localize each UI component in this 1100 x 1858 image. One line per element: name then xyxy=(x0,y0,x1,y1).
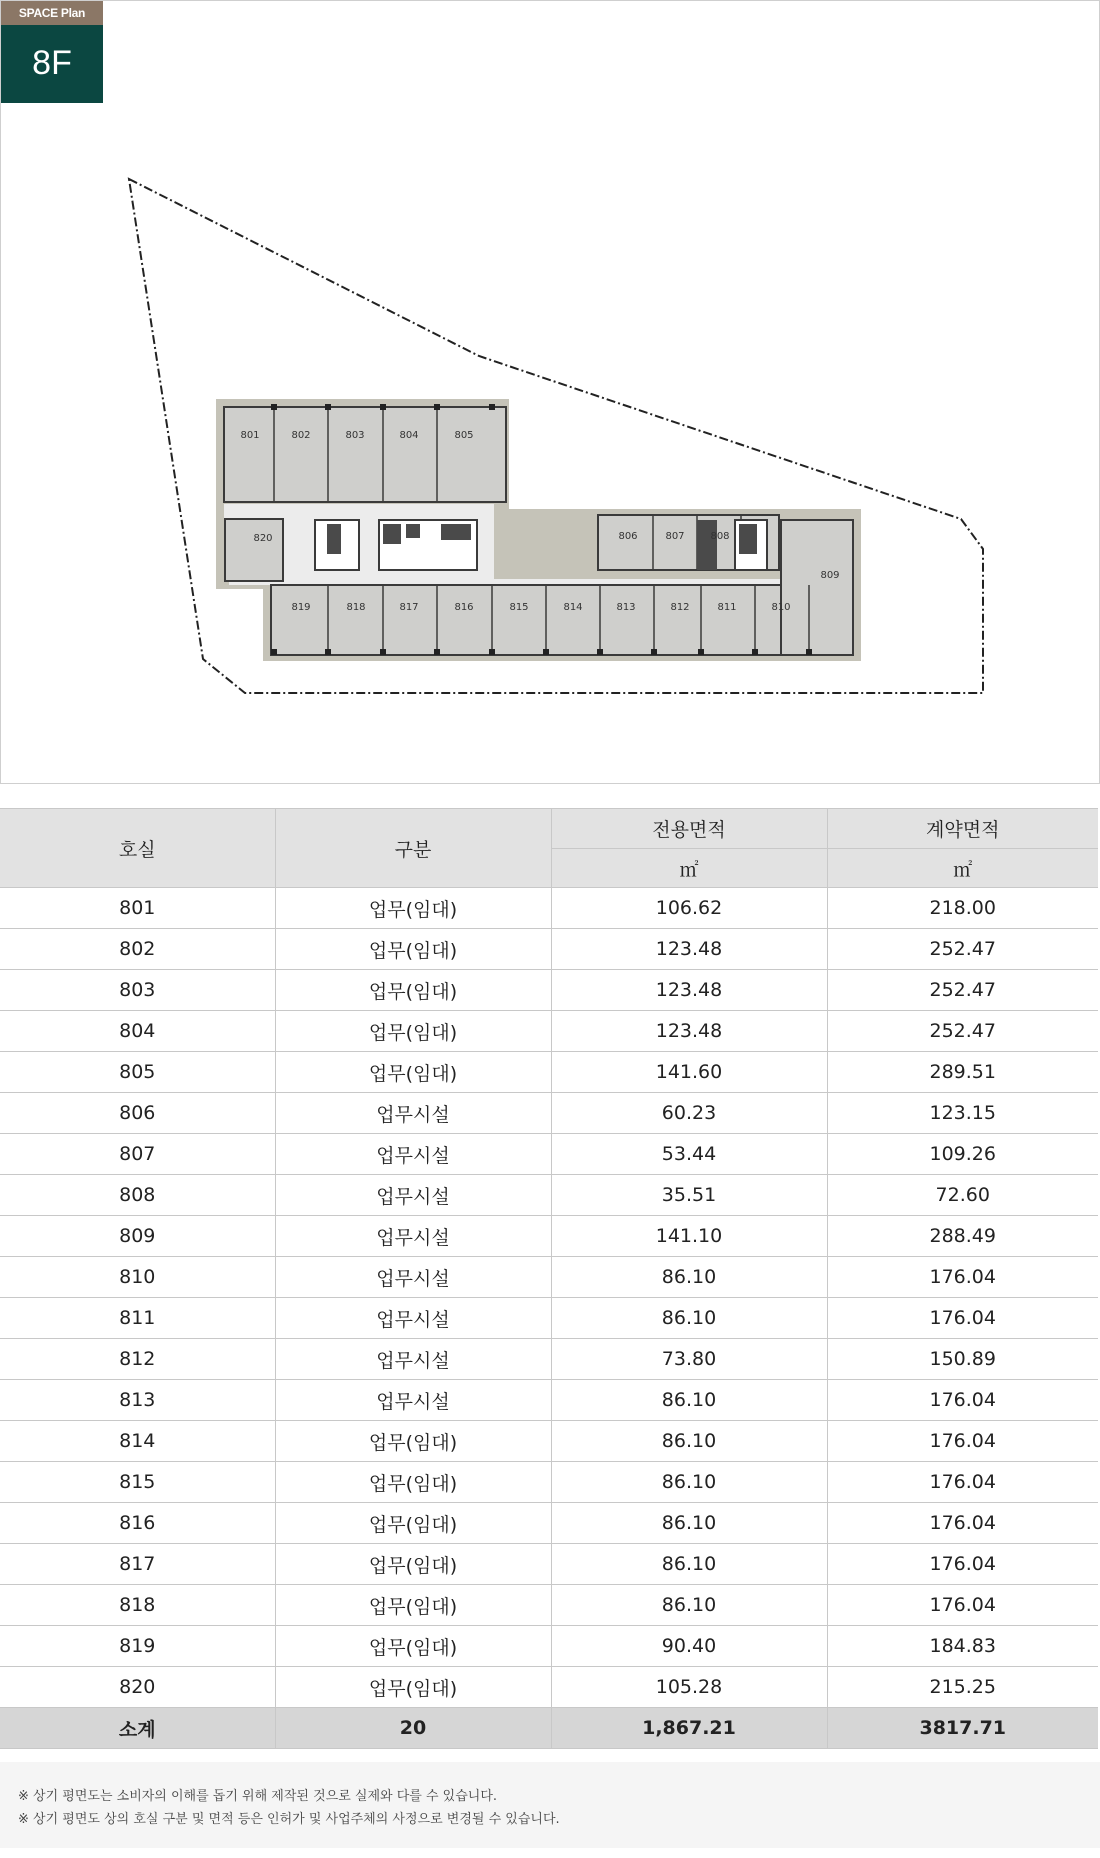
cell-exclusive: 60.23 xyxy=(551,1093,827,1134)
cell-type: 업무시설 xyxy=(275,1134,551,1175)
subtotal-row xyxy=(0,1708,1098,1749)
cell-room: 818 xyxy=(0,1585,275,1626)
table-row xyxy=(0,888,1098,929)
unit-label: 813 xyxy=(616,602,636,613)
cell-contract: 109.26 xyxy=(827,1134,1098,1175)
cell-contract: 252.47 xyxy=(827,929,1098,970)
table-row xyxy=(0,1175,1098,1216)
cell-exclusive: 86.10 xyxy=(551,1544,827,1585)
table-row xyxy=(0,1339,1098,1380)
unit-label: 815 xyxy=(509,602,529,613)
cell-room: 819 xyxy=(0,1626,275,1667)
unit-label: 816 xyxy=(454,602,474,613)
cell-contract: 176.04 xyxy=(827,1257,1098,1298)
cell-exclusive: 123.48 xyxy=(551,970,827,1011)
cell-type: 업무시설 xyxy=(275,1298,551,1339)
cell-exclusive: 90.40 xyxy=(551,1626,827,1667)
cell-exclusive: 141.10 xyxy=(551,1216,827,1257)
table-row xyxy=(0,1011,1098,1052)
cell-type: 업무(임대) xyxy=(275,1011,551,1052)
disclaimer-notes xyxy=(0,1762,1100,1848)
table-body xyxy=(0,888,1098,1708)
cell-exclusive: 86.10 xyxy=(551,1585,827,1626)
unit-label: 803 xyxy=(345,430,365,441)
cell-exclusive: 73.80 xyxy=(551,1339,827,1380)
cell-type: 업무(임대) xyxy=(275,1585,551,1626)
cell-contract: 176.04 xyxy=(827,1298,1098,1339)
unit-label: 818 xyxy=(346,602,366,613)
floor-label: 8F xyxy=(1,25,103,103)
cell-contract: 215.25 xyxy=(827,1667,1098,1708)
cell-contract: 252.47 xyxy=(827,970,1098,1011)
cell-room: 806 xyxy=(0,1093,275,1134)
floor-plan-panel xyxy=(0,0,1100,784)
table-row xyxy=(0,1134,1098,1175)
cell-room: 814 xyxy=(0,1421,275,1462)
unit-label: 802 xyxy=(291,430,311,441)
cell-type: 업무(임대) xyxy=(275,1667,551,1708)
cell-type: 업무(임대) xyxy=(275,1052,551,1093)
cell-contract: 288.49 xyxy=(827,1216,1098,1257)
unit-label: 804 xyxy=(399,430,419,441)
cell-contract: 218.00 xyxy=(827,888,1098,929)
cell-room: 808 xyxy=(0,1175,275,1216)
header-type: 구분 xyxy=(275,809,551,888)
table-row xyxy=(0,1544,1098,1585)
cell-type: 업무시설 xyxy=(275,1339,551,1380)
cell-contract: 176.04 xyxy=(827,1503,1098,1544)
cell-exclusive: 86.10 xyxy=(551,1298,827,1339)
cell-exclusive: 86.10 xyxy=(551,1257,827,1298)
area-table xyxy=(0,808,1098,1749)
header-contract-area: 계약면적 xyxy=(827,809,1098,849)
cell-type: 업무시설 xyxy=(275,1380,551,1421)
cell-room: 802 xyxy=(0,929,275,970)
table-row xyxy=(0,1298,1098,1339)
cell-room: 810 xyxy=(0,1257,275,1298)
cell-type: 업무(임대) xyxy=(275,970,551,1011)
unit-label: 810 xyxy=(771,602,791,613)
table-row xyxy=(0,1052,1098,1093)
cell-type: 업무시설 xyxy=(275,1216,551,1257)
table-row xyxy=(0,1093,1098,1134)
cell-exclusive: 86.10 xyxy=(551,1380,827,1421)
unit-label: 809 xyxy=(820,570,840,581)
floor-badge xyxy=(1,1,103,103)
cell-contract: 184.83 xyxy=(827,1626,1098,1667)
cell-exclusive: 123.48 xyxy=(551,929,827,970)
cell-room: 815 xyxy=(0,1462,275,1503)
cell-room: 809 xyxy=(0,1216,275,1257)
cell-exclusive: 86.10 xyxy=(551,1462,827,1503)
unit-label: 808 xyxy=(710,531,730,542)
note-1: ※ 상기 평면도는 소비자의 이해를 돕기 위해 제작된 것으로 실제와 다를 수 있습니다. xyxy=(18,1789,498,1804)
table-row xyxy=(0,1462,1098,1503)
cell-type: 업무(임대) xyxy=(275,1503,551,1544)
cell-room: 801 xyxy=(0,888,275,929)
cell-exclusive: 86.10 xyxy=(551,1503,827,1544)
cell-type: 업무(임대) xyxy=(275,1626,551,1667)
cell-room: 803 xyxy=(0,970,275,1011)
unit-label: 814 xyxy=(563,602,583,613)
subtotal-exclusive: 1,867.21 xyxy=(551,1708,827,1749)
cell-exclusive: 35.51 xyxy=(551,1175,827,1216)
cell-room: 817 xyxy=(0,1544,275,1585)
cell-contract: 176.04 xyxy=(827,1462,1098,1503)
table-row xyxy=(0,929,1098,970)
unit-label: 807 xyxy=(665,531,685,542)
cell-room: 804 xyxy=(0,1011,275,1052)
cell-room: 811 xyxy=(0,1298,275,1339)
header-exclusive-area: 전용면적 xyxy=(551,809,827,849)
cell-exclusive: 86.10 xyxy=(551,1421,827,1462)
subtotal-contract: 3817.71 xyxy=(827,1708,1098,1749)
table-row xyxy=(0,1380,1098,1421)
unit-label: 812 xyxy=(670,602,690,613)
cell-room: 805 xyxy=(0,1052,275,1093)
unit-exclusive: ㎡ xyxy=(551,849,827,888)
unit-label: 817 xyxy=(399,602,419,613)
cell-contract: 176.04 xyxy=(827,1421,1098,1462)
space-plan-label: SPACE Plan xyxy=(1,1,103,25)
cell-exclusive: 53.44 xyxy=(551,1134,827,1175)
unit-label: 801 xyxy=(240,430,260,441)
cell-exclusive: 106.62 xyxy=(551,888,827,929)
unit-label: 820 xyxy=(253,533,273,544)
note-2: ※ 상기 평면도 상의 호실 구분 및 면적 등은 인허가 및 사업주체의 사정으로 변경될 수 있습니다. xyxy=(18,1812,560,1827)
table-row xyxy=(0,1421,1098,1462)
cell-exclusive: 141.60 xyxy=(551,1052,827,1093)
table-row xyxy=(0,1503,1098,1544)
floor-plan xyxy=(1,1,1099,783)
cell-contract: 176.04 xyxy=(827,1380,1098,1421)
cell-room: 812 xyxy=(0,1339,275,1380)
table-row xyxy=(0,1257,1098,1298)
table-row xyxy=(0,970,1098,1011)
cell-type: 업무(임대) xyxy=(275,888,551,929)
table-row xyxy=(0,1585,1098,1626)
cell-contract: 289.51 xyxy=(827,1052,1098,1093)
cell-room: 820 xyxy=(0,1667,275,1708)
header-room: 호실 xyxy=(0,809,275,888)
cell-type: 업무(임대) xyxy=(275,1544,551,1585)
unit-contract: ㎡ xyxy=(827,849,1098,888)
cell-contract: 123.15 xyxy=(827,1093,1098,1134)
table-row xyxy=(0,1216,1098,1257)
unit-label: 805 xyxy=(454,430,474,441)
cell-type: 업무(임대) xyxy=(275,1421,551,1462)
cell-exclusive: 123.48 xyxy=(551,1011,827,1052)
cell-type: 업무시설 xyxy=(275,1175,551,1216)
unit-label: 819 xyxy=(291,602,311,613)
cell-type: 업무(임대) xyxy=(275,929,551,970)
subtotal-label: 소계 xyxy=(0,1708,275,1749)
subtotal-count: 20 xyxy=(275,1708,551,1749)
cell-type: 업무시설 xyxy=(275,1093,551,1134)
cell-contract: 176.04 xyxy=(827,1585,1098,1626)
cell-type: 업무시설 xyxy=(275,1257,551,1298)
cell-contract: 176.04 xyxy=(827,1544,1098,1585)
cell-contract: 150.89 xyxy=(827,1339,1098,1380)
cell-exclusive: 105.28 xyxy=(551,1667,827,1708)
table-row xyxy=(0,1667,1098,1708)
cell-contract: 72.60 xyxy=(827,1175,1098,1216)
cell-room: 807 xyxy=(0,1134,275,1175)
table-row xyxy=(0,1626,1098,1667)
cell-room: 813 xyxy=(0,1380,275,1421)
cell-room: 816 xyxy=(0,1503,275,1544)
cell-type: 업무(임대) xyxy=(275,1462,551,1503)
unit-label: 806 xyxy=(618,531,638,542)
unit-label: 811 xyxy=(717,602,737,613)
cell-contract: 252.47 xyxy=(827,1011,1098,1052)
